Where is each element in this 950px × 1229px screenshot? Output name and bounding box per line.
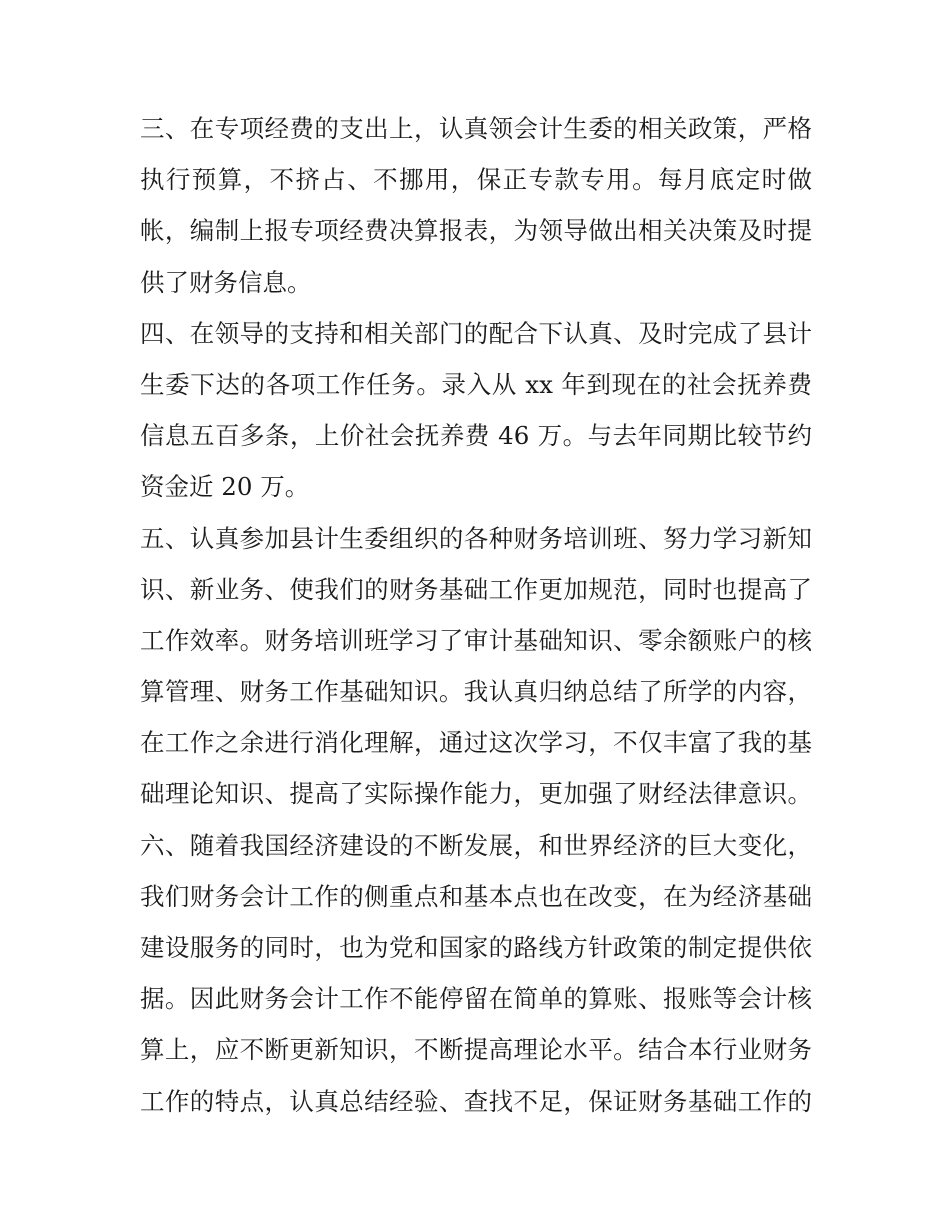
document-body bbox=[140, 103, 812, 1127]
text-line: 础理论知识、提高了实际操作能力，更加强了财经法律意识。 bbox=[140, 779, 812, 809]
text-line: 工作的特点，认真总结经验、查找不足，保证财务基础工作的 bbox=[140, 1086, 812, 1116]
text-line: 五、认真参加县计生委组织的各种财务培训班、努力学习新知 bbox=[140, 523, 812, 553]
text-line: 六、随着我国经济建设的不断发展，和世界经济的巨大变化， bbox=[140, 830, 812, 860]
text-line: 三、在专项经费的支出上，认真领会计生委的相关政策，严格 bbox=[140, 114, 812, 143]
text-line: 生委下达的各项工作任务。录入从 xx 年到现在的社会抚养费 bbox=[140, 369, 812, 399]
text-line: 据。因此财务会计工作不能停留在简单的算账、报账等会计核 bbox=[140, 984, 812, 1014]
text-line: 四、在领导的支持和相关部门的配合下认真、及时完成了县计 bbox=[140, 318, 812, 348]
text-line: 帐，编制上报专项经费决算报表，为领导做出相关决策及时提 bbox=[140, 216, 812, 246]
text-line: 识、新业务、使我们的财务基础工作更加规范，同时也提高了 bbox=[140, 574, 812, 604]
text-line: 我们财务会计工作的侧重点和基本点也在改变，在为经济基础 bbox=[140, 881, 812, 911]
text-line: 供了财务信息。 bbox=[140, 267, 312, 297]
text-line: 在工作之余进行消化理解，通过这次学习，不仅丰富了我的基 bbox=[140, 728, 812, 758]
text-line: 算管理、财务工作基础知识。我认真归纳总结了所学的内容， bbox=[140, 677, 812, 707]
text-line: 信息五百多条，上价社会抚养费 46 万。与去年同期比较节约 bbox=[140, 421, 812, 451]
text-line: 建设服务的同时，也为党和国家的路线方针政策的制定提供依 bbox=[140, 933, 812, 962]
text-line: 资金近 20 万。 bbox=[140, 472, 310, 502]
text-line: 执行预算，不挤占、不挪用，保正专款专用。每月底定时做 bbox=[140, 165, 812, 195]
text-line: 算上，应不断更新知识，不断提高理论水平。结合本行业财务 bbox=[140, 1035, 812, 1065]
text-line: 工作效率。财务培训班学习了审计基础知识、零余额账户的核 bbox=[140, 625, 812, 655]
